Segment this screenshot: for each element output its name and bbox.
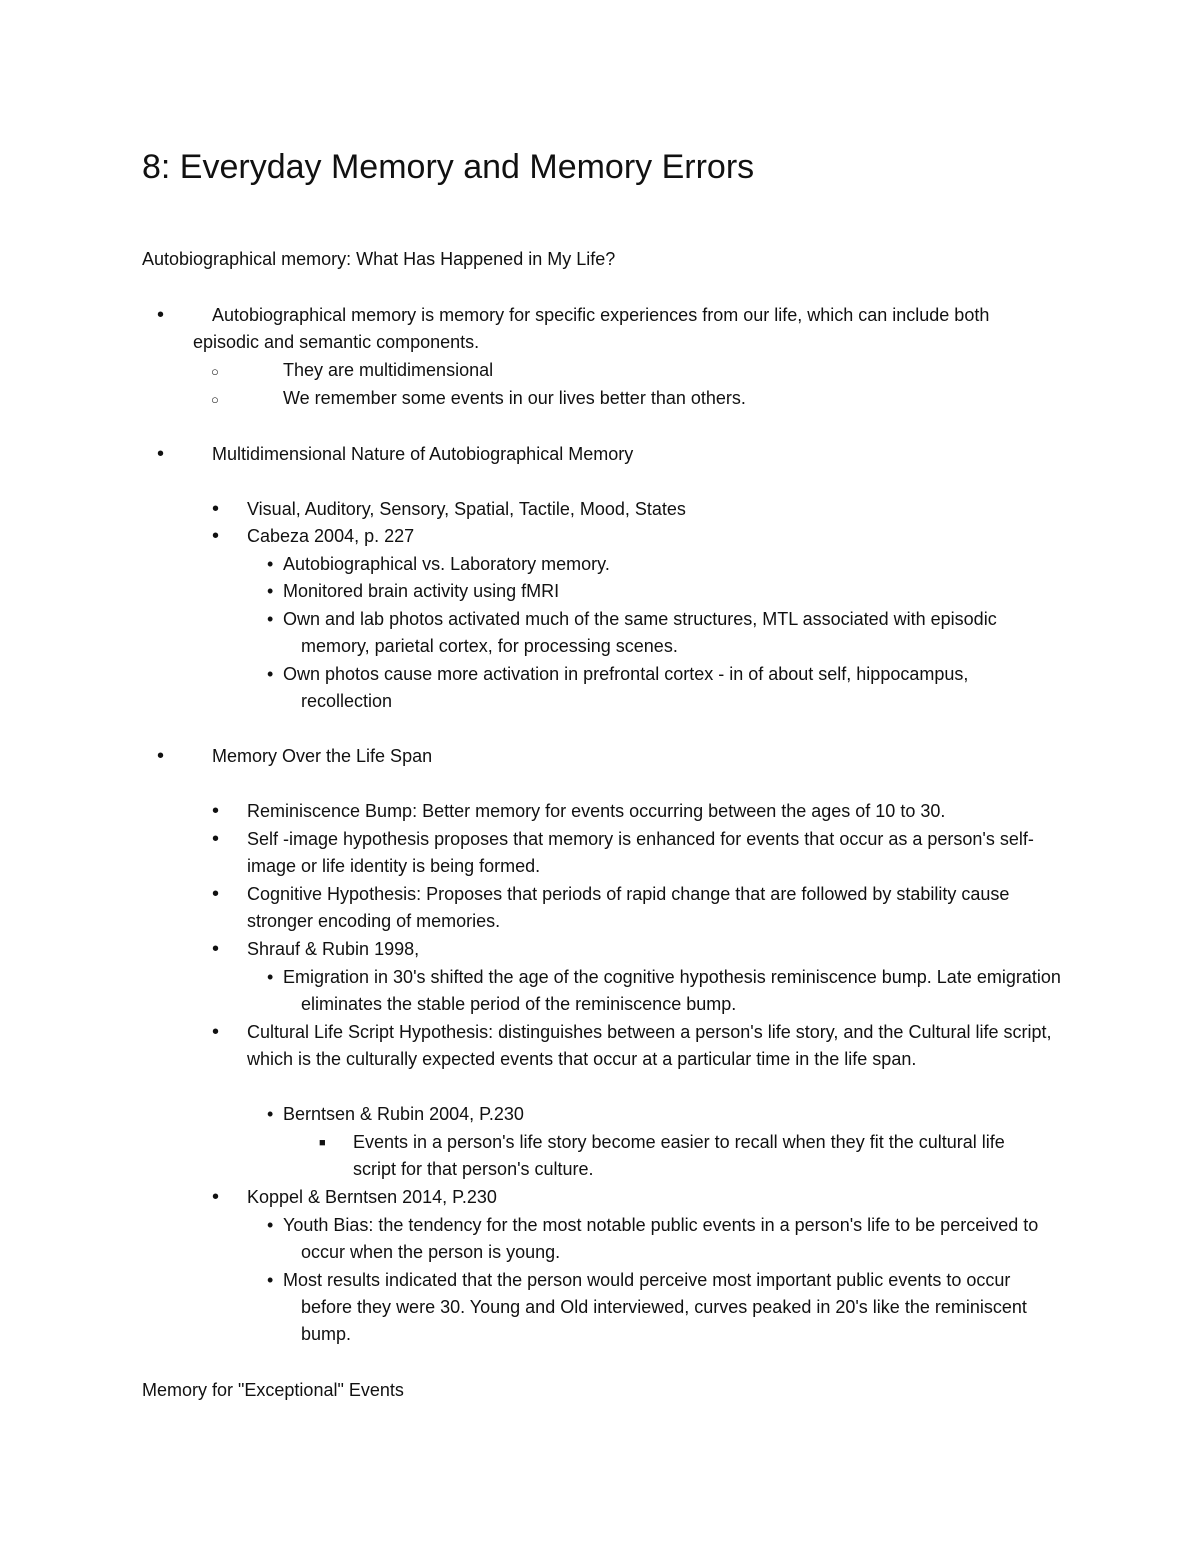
list-item-text: Youth Bias: the tendency for the most notable public events in a person's life to be perceived to occur when the person is young. bbox=[283, 1215, 1039, 1262]
list-item-text: Reminiscence Bump: Better memory for events occurring between the ages of 10 to 30. bbox=[247, 801, 946, 821]
list-item bbox=[267, 661, 1063, 715]
list-item-text: Shrauf & Rubin 1998, bbox=[247, 939, 420, 959]
list-item bbox=[212, 826, 1057, 880]
bullet-icon: • bbox=[212, 938, 220, 960]
document-title: 8: Everyday Memory and Memory Errors bbox=[142, 148, 755, 186]
list-item bbox=[267, 964, 1063, 1018]
list-item bbox=[267, 1101, 1063, 1128]
list-item bbox=[212, 798, 1057, 825]
hollow-circle-bullet-icon: ○ bbox=[211, 364, 219, 379]
bullet-icon: • bbox=[212, 498, 220, 520]
list-item bbox=[267, 1212, 1063, 1266]
hollow-circle-bullet-icon: ○ bbox=[211, 392, 219, 407]
bullet-icon: • bbox=[267, 664, 274, 684]
bullet-icon: • bbox=[212, 828, 220, 850]
list-item bbox=[319, 1129, 1043, 1183]
list-item-text: Cabeza 2004, p. 227 bbox=[247, 526, 415, 546]
bullet-icon: • bbox=[267, 967, 274, 987]
bullet-icon: • bbox=[267, 581, 274, 601]
bullet-icon: • bbox=[157, 745, 165, 767]
bullet-icon: • bbox=[212, 1186, 220, 1208]
list-item bbox=[211, 357, 1003, 384]
list-item-text: Koppel & Berntsen 2014, P.230 bbox=[247, 1187, 497, 1207]
list-item bbox=[267, 606, 1063, 660]
square-bullet-icon: ■ bbox=[319, 1137, 326, 1149]
list-item-text: They are multidimensional bbox=[283, 360, 494, 380]
list-item bbox=[157, 441, 1053, 468]
bullet-icon: • bbox=[267, 554, 274, 574]
list-item-text: Own photos cause more activation in prefrontal cortex - in of about self, hippocampus, recollection bbox=[283, 664, 969, 711]
list-item-text: Autobiographical memory is memory for specific experiences from our life, which can include both episodic and semantic components. bbox=[193, 305, 990, 352]
list-item-text: Events in a person's life story become easier to recall when they fit the cultural life script for that person's culture. bbox=[353, 1132, 1005, 1179]
bullet-icon: • bbox=[157, 443, 165, 465]
list-item-text: Berntsen & Rubin 2004, P.230 bbox=[283, 1104, 524, 1124]
list-item bbox=[212, 496, 1057, 523]
bullet-icon: • bbox=[267, 1215, 274, 1235]
list-item-text: Memory Over the Life Span bbox=[212, 746, 433, 766]
list-item-text: Visual, Auditory, Sensory, Spatial, Tactile, Mood, States bbox=[247, 499, 686, 519]
list-item-text: Own and lab photos activated much of the same structures, MTL associated with episodic memory, parietal cortex, for processing scenes. bbox=[283, 609, 997, 656]
bullet-icon: • bbox=[212, 1021, 220, 1043]
list-item-text: Cultural Life Script Hypothesis: distinguishes between a person's life story, and the Cultural life script, which is the culturally expected events that occur at a particular time in the life span. bbox=[247, 1022, 1052, 1069]
list-item bbox=[212, 881, 1057, 935]
section-heading-autobiographical: Autobiographical memory: What Has Happened in My Life? bbox=[142, 249, 616, 269]
bullet-icon: • bbox=[212, 800, 220, 822]
list-item bbox=[211, 385, 1003, 412]
list-item-text: We remember some events in our lives better than others. bbox=[283, 388, 746, 408]
list-item bbox=[212, 1019, 1057, 1073]
list-item-text: Self -image hypothesis proposes that memory is enhanced for events that occur as a person's self-image or life identity is being formed. bbox=[247, 829, 1034, 876]
list-item-text: Cognitive Hypothesis: Proposes that periods of rapid change that are followed by stability cause stronger encoding of memories. bbox=[247, 884, 1010, 931]
bullet-icon: • bbox=[212, 883, 220, 905]
bullet-icon: • bbox=[267, 1104, 274, 1124]
list-item-text: Emigration in 30's shifted the age of the cognitive hypothesis reminiscence bump. Late emigration eliminates the stable period of the reminiscence bump. bbox=[283, 967, 1061, 1014]
list-item bbox=[212, 1184, 1057, 1211]
list-item bbox=[267, 1267, 1063, 1348]
list-item-text: Autobiographical vs. Laboratory memory. bbox=[283, 554, 610, 574]
list-item bbox=[212, 936, 1057, 963]
list-item-text: Monitored brain activity using fMRI bbox=[283, 581, 560, 601]
list-item bbox=[212, 523, 1057, 550]
list-item-text: Multidimensional Nature of Autobiographical Memory bbox=[212, 444, 634, 464]
list-item bbox=[267, 551, 1063, 578]
list-item bbox=[157, 302, 1053, 356]
bullet-icon: • bbox=[267, 1270, 274, 1290]
list-item bbox=[267, 578, 1063, 605]
list-item bbox=[157, 743, 1053, 770]
bullet-icon: • bbox=[267, 609, 274, 629]
list-item-text: Most results indicated that the person would perceive most important public events to occur before they were 30. Young and Old interviewed, curves peaked in 20's like the reminiscent bump. bbox=[283, 1270, 1027, 1344]
bullet-icon: • bbox=[157, 304, 165, 326]
section-heading-exceptional-events: Memory for "Exceptional" Events bbox=[142, 1380, 404, 1400]
bullet-icon: • bbox=[212, 525, 220, 547]
